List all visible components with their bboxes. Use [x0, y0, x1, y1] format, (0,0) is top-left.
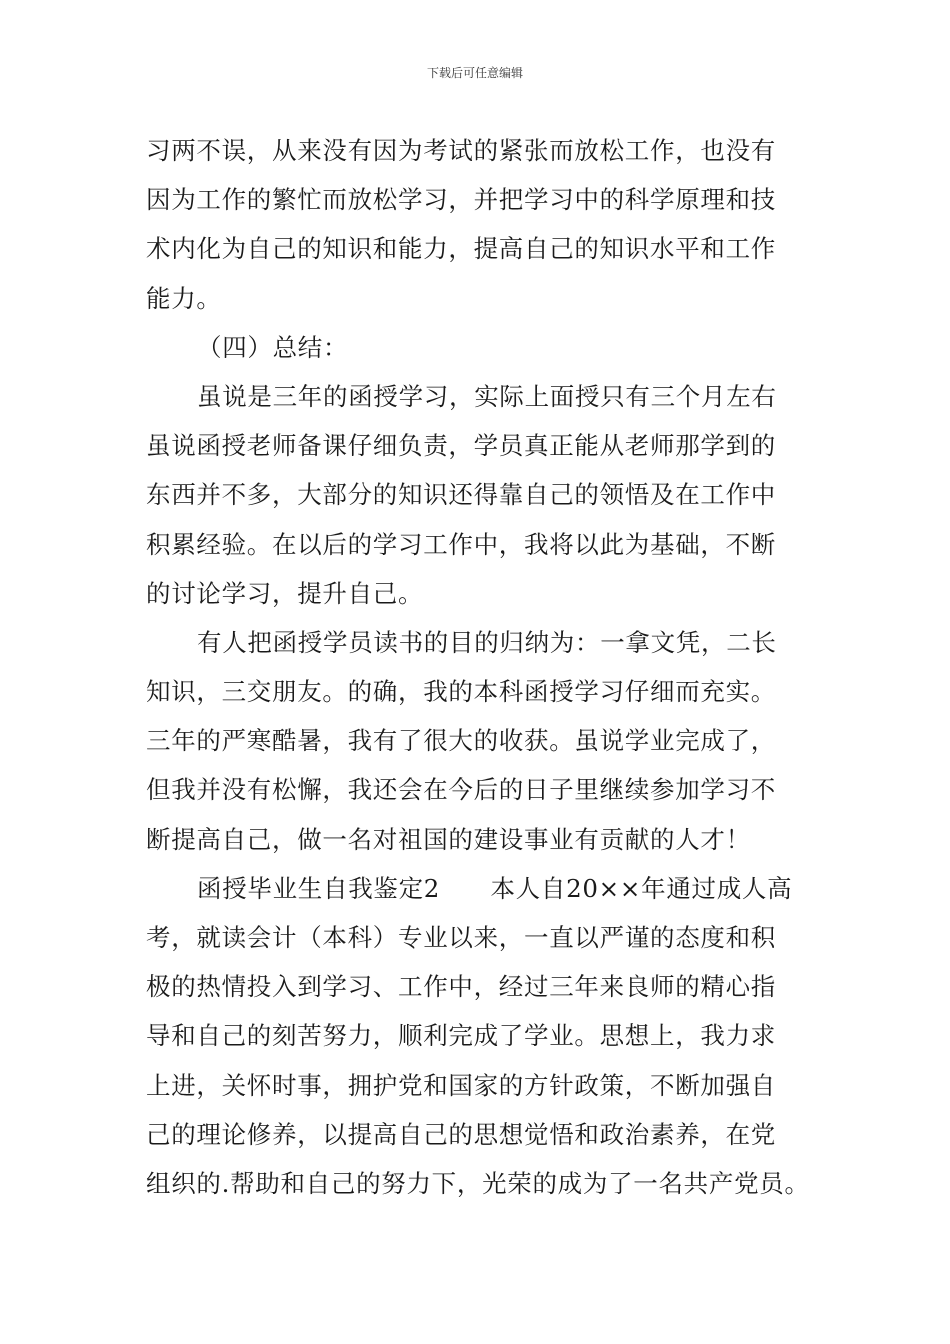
text-line: 但我并没有松懈，我还会在今后的日子里继续参加学习不 — [146, 775, 776, 805]
text-line: 的讨论学习，提升自己。 — [146, 578, 424, 608]
text-line: 能力。 — [146, 283, 222, 313]
text-line: 己的理论修养，以提高自己的思想觉悟和政治素养，在党 — [146, 1119, 776, 1149]
text-line: 习两不误，从来没有因为考试的紧张而放松工作，也没有 — [146, 136, 776, 165]
text-line: 考，就读会计（本科）专业以来，一直以严谨的态度和积 — [146, 923, 776, 952]
document-body — [146, 126, 812, 1208]
paragraph-start: 有人把函授学员读书的目的归纳为：一拿文凭，二长 — [197, 627, 777, 657]
text-line: 三年的严寒酷暑，我有了很大的收获。虽说学业完成了， — [146, 726, 776, 756]
paragraph-start: 函授毕业生自我鉴定2 本人自20××年通过成人高 — [197, 873, 793, 903]
page-header: 下载后可任意编辑 — [426, 66, 523, 80]
text-line: 东西并不多，大部分的知识还得靠自己的领悟及在工作中 — [146, 480, 776, 510]
text-line: 因为工作的繁忙而放松学习，并把学习中的科学原理和技 — [146, 185, 776, 215]
text-line: 极的热情投入到学习、工作中，经过三年来良师的精心指 — [146, 972, 776, 1002]
text-line: 虽说函授老师备课仔细负责，学员真正能从老师那学到的 — [146, 431, 776, 461]
text-line: 积累经验。在以后的学习工作中，我将以此为基础，不断 — [146, 529, 776, 559]
text-line: 知识，三交朋友。的确，我的本科函授学习仔细而充实。 — [146, 677, 776, 707]
section-heading: （四）总结： — [197, 332, 349, 362]
text-line: 上进，关怀时事，拥护党和国家的方针政策，不断加强自 — [146, 1070, 776, 1100]
text-line: 导和自己的刻苦努力，顺利完成了学业。思想上，我力求 — [146, 1021, 776, 1051]
text-line: 组织的.帮助和自己的努力下，光荣的成为了一名共产党员。 — [146, 1168, 810, 1198]
text-line: 断提高自己，做一名对祖国的建设事业有贡献的人才！ — [146, 824, 751, 854]
paragraph-start: 虽说是三年的函授学习，实际上面授只有三个月左右 — [197, 381, 777, 411]
text-line: 术内化为自己的知识和能力，提高自己的知识水平和工作 — [146, 234, 776, 264]
